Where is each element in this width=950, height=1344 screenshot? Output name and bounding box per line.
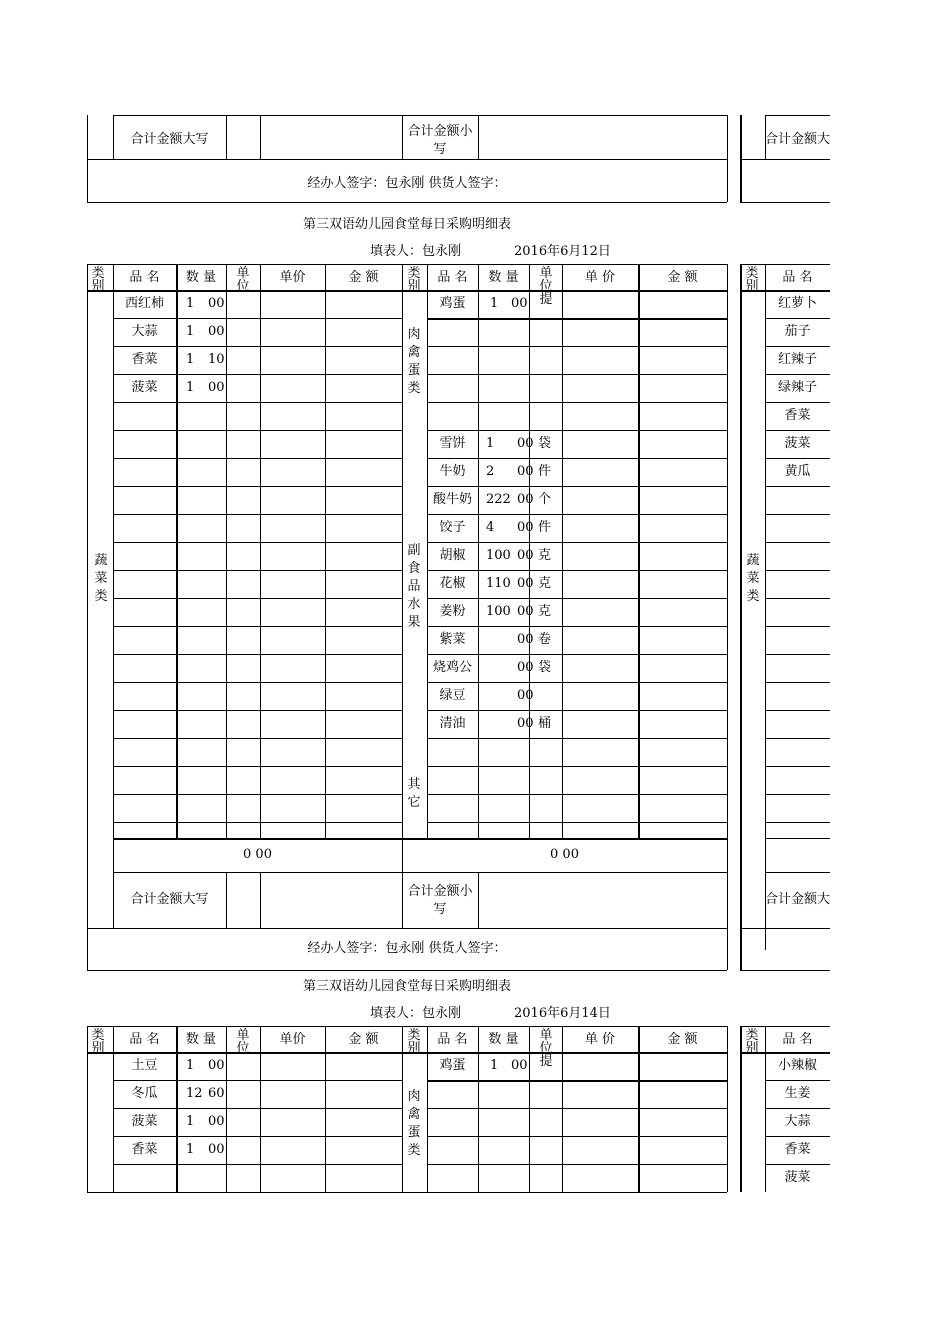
right-item-name: 黄瓜 [784, 464, 811, 479]
side-item-unit: 克 [538, 576, 552, 591]
veg-item-qty-dec: 00 [208, 380, 225, 395]
grid-line [765, 766, 830, 767]
grid-line [226, 872, 227, 928]
meat-category: 肉禽蛋类 [407, 1089, 421, 1158]
grid-line [765, 1080, 830, 1081]
col-name-2: 品 名 [437, 270, 468, 285]
grid-line [727, 928, 728, 970]
total-lower-label: 合计金额小写 [407, 884, 473, 917]
grid-line [740, 264, 742, 950]
col-price-2: 单 价 [584, 1032, 616, 1047]
grid-line [740, 264, 830, 265]
side-item-unit: 袋 [538, 660, 552, 675]
grid-line [740, 1026, 742, 1192]
side-item-unit: 件 [538, 464, 552, 479]
grid-line [765, 1108, 830, 1109]
grid-line [765, 542, 830, 543]
veg-item-qty: 1 [186, 296, 195, 311]
veg-item-name: 冬瓜 [131, 1086, 158, 1101]
side-item-qty: 4 [486, 520, 495, 535]
grid-line [765, 346, 830, 347]
grid-line [765, 710, 830, 711]
grid-line [113, 402, 402, 403]
grid-line [427, 598, 727, 599]
col-amount-2: 金 额 [667, 270, 698, 285]
veg-item-qty-dec: 00 [208, 1142, 225, 1157]
col-price: 单价 [279, 1032, 306, 1047]
grid-line [562, 264, 563, 838]
grid-line [427, 654, 727, 655]
grid-line [427, 794, 727, 795]
col-category: 类别 [91, 1028, 105, 1056]
grid-line [87, 1192, 727, 1193]
meat-item-qty: 1 [490, 296, 499, 311]
grid-line [87, 1026, 88, 1192]
col-amount: 金 额 [348, 270, 379, 285]
col-name: 品 名 [129, 1032, 160, 1047]
grid-line [113, 570, 402, 571]
grid-line [176, 264, 178, 838]
meat-category: 肉禽蛋类 [407, 327, 421, 396]
grid-line [427, 318, 727, 320]
col-amount: 金 额 [348, 1032, 379, 1047]
col-name-2: 品 名 [437, 1032, 468, 1047]
side-item-unit: 克 [538, 548, 552, 563]
veg-item-qty-dec: 60 [208, 1086, 225, 1101]
grid-line [740, 1026, 830, 1027]
grid-line [427, 1026, 428, 1192]
grid-line [427, 402, 727, 403]
right-item-name: 红萝卜 [777, 296, 817, 311]
total-upper-label: 合计金额大写 [130, 892, 209, 907]
grid-line [325, 1026, 326, 1192]
side-item-qty: 110 [486, 576, 511, 591]
side-item-name: 饺子 [439, 520, 466, 535]
veg-item-name: 大蒜 [131, 324, 158, 339]
side-item-name: 酸牛奶 [432, 492, 472, 507]
col-qty: 数 量 [185, 270, 217, 285]
grid-line [427, 430, 727, 431]
veg-item-name: 菠菜 [131, 1114, 158, 1129]
grid-line [478, 115, 479, 159]
grid-line [402, 264, 403, 838]
side-item-name: 紫菜 [439, 632, 466, 647]
side-item-qty-dec: 00 [517, 464, 534, 479]
sheet-date: 2016年6月12日 [514, 244, 611, 259]
meat-item-qty-dec: 00 [511, 1058, 528, 1073]
veg-item-name: 土豆 [131, 1058, 158, 1073]
grid-line [638, 264, 640, 838]
col-price: 单价 [279, 270, 306, 285]
grid-line [87, 1026, 727, 1027]
signature-line: 经办人签字：包永刚 供货人签字： [307, 941, 507, 956]
side-item-unit: 件 [538, 520, 552, 535]
right-item-name: 香菜 [784, 408, 811, 423]
grid-line [765, 318, 830, 319]
col-category: 类别 [91, 266, 105, 294]
grid-line [765, 514, 830, 515]
grid-line [765, 794, 830, 795]
grid-line [113, 794, 402, 795]
side-item-unit: 袋 [538, 436, 552, 451]
grid-line [727, 115, 728, 202]
side-item-unit: 卷 [538, 632, 552, 647]
grid-line [226, 264, 227, 838]
grid-line [765, 822, 830, 823]
side-item-name: 雪饼 [439, 436, 466, 451]
grid-line [427, 738, 727, 739]
other-category: 其它 [407, 777, 421, 810]
right-item-name: 香菜 [784, 1142, 811, 1157]
grid-line [113, 1080, 402, 1081]
grid-line [765, 738, 830, 739]
grid-line [427, 1164, 727, 1165]
total-upper-label-right: 合计金额大 [765, 892, 831, 907]
col-category-3: 类别 [745, 266, 759, 294]
side-item-qty-dec: 00 [517, 660, 534, 675]
grid-line [427, 514, 727, 515]
veg-item-qty-dec: 00 [208, 324, 225, 339]
side-item-qty: 222 [486, 492, 511, 507]
total-lower-label: 合计金额小写 [407, 124, 473, 157]
grid-line [113, 1164, 402, 1165]
side-item-name: 绿豆 [439, 688, 466, 703]
side-item-unit: 克 [538, 604, 552, 619]
veg-item-qty: 1 [186, 1114, 195, 1129]
col-amount-2: 金 额 [667, 1032, 698, 1047]
side-item-qty: 100 [486, 604, 511, 619]
col-name-3: 品 名 [782, 270, 813, 285]
grid-line [113, 374, 402, 375]
col-unit: 单位 [236, 266, 250, 294]
grid-line [427, 626, 727, 627]
sheet-title: 第三双语幼儿园食堂每日采购明细表 [302, 979, 511, 994]
grid-line [427, 1108, 727, 1109]
side-item-name: 姜粉 [439, 604, 466, 619]
grid-line [113, 1108, 402, 1109]
grid-line [638, 1026, 640, 1192]
veg-item-qty-dec: 00 [208, 1114, 225, 1129]
total-upper-label-right: 合计金额大 [765, 132, 831, 147]
grid-line [765, 115, 830, 116]
grid-line [113, 542, 402, 543]
grid-line [113, 598, 402, 599]
right-item-name: 茄子 [784, 324, 811, 339]
grid-line [113, 738, 402, 739]
grid-line [427, 542, 727, 543]
grid-line [427, 1136, 727, 1137]
grid-line [427, 766, 727, 767]
side-item-name: 胡椒 [439, 548, 466, 563]
grid-line [113, 682, 402, 683]
grid-line [427, 710, 727, 711]
side-item-unit: 个 [538, 492, 552, 507]
veg-item-qty: 1 [186, 380, 195, 395]
right-item-name: 生姜 [784, 1086, 811, 1101]
grid-line [113, 318, 402, 319]
grid-line [740, 928, 742, 970]
veg-item-qty-dec: 10 [208, 352, 225, 367]
col-unit: 单位 [236, 1028, 250, 1056]
grid-line [113, 486, 402, 487]
grid-line [427, 346, 727, 347]
col-name: 品 名 [129, 270, 160, 285]
side-item-unit: 桶 [538, 716, 552, 731]
grid-line [427, 682, 727, 683]
grid-line [478, 872, 479, 928]
grid-line [427, 374, 727, 375]
grid-line [740, 202, 830, 203]
grid-line [427, 822, 727, 823]
col-unit-2: 单位提 [539, 1028, 553, 1069]
side-item-qty-dec: 00 [517, 548, 534, 563]
grid-line [87, 928, 727, 929]
col-qty-2: 数 量 [488, 1032, 519, 1047]
grid-line [765, 872, 830, 873]
sheet-title: 第三双语幼儿园食堂每日采购明细表 [302, 217, 511, 232]
grid-line [765, 402, 830, 403]
grid-line [113, 872, 727, 873]
side-item-qty-dec: 00 [517, 436, 534, 451]
grid-line [226, 115, 227, 159]
veg-item-qty: 1 [186, 1142, 195, 1157]
col-unit-2: 单位提 [539, 266, 553, 307]
grid-line [765, 374, 830, 375]
sheet-date: 2016年6月14日 [514, 1006, 611, 1021]
grid-line [113, 115, 727, 116]
grid-line [402, 1026, 403, 1192]
side-category: 副食品水果 [407, 543, 421, 630]
side-item-name: 烧鸡公 [432, 660, 472, 675]
right-item-name: 红辣子 [777, 352, 817, 367]
grid-line [765, 1136, 830, 1137]
filler-name: 填表人：包永刚 [370, 1006, 462, 1021]
meat-item-name: 鸡蛋 [439, 1058, 466, 1073]
grid-line [765, 430, 830, 431]
grid-line [765, 598, 830, 599]
grid-line [325, 264, 326, 838]
grid-line [427, 486, 727, 487]
side-item-qty-dec: 00 [517, 520, 534, 535]
side-item-qty: 2 [486, 464, 495, 479]
side-item-name: 牛奶 [439, 464, 466, 479]
grid-line [727, 264, 728, 950]
veg-item-qty: 1 [186, 352, 195, 367]
col-qty: 数 量 [185, 1032, 217, 1047]
side-item-qty: 1 [486, 436, 495, 451]
grid-line [478, 264, 479, 838]
veg-item-qty: 1 [186, 1058, 195, 1073]
veg-item-name: 香菜 [131, 1142, 158, 1157]
veg-item-qty-dec: 00 [208, 296, 225, 311]
grid-line [740, 159, 830, 160]
grid-line [765, 654, 830, 655]
meat-item-name: 鸡蛋 [439, 296, 466, 311]
grid-line [176, 1026, 178, 1192]
grid-line [226, 1026, 227, 1192]
col-category-3: 类别 [745, 1028, 759, 1056]
grid-line [765, 570, 830, 571]
right-item-name: 菠菜 [784, 436, 811, 451]
grid-line [113, 654, 402, 655]
side-item-qty-dec: 00 [517, 492, 534, 507]
grid-line [87, 970, 727, 971]
grid-line [765, 458, 830, 459]
veg-item-name: 香菜 [131, 352, 158, 367]
veg-item-name: 西红柿 [124, 296, 164, 311]
veg-category-right: 蔬菜类 [746, 553, 760, 604]
col-category-2: 类别 [407, 266, 421, 294]
grid-line [260, 1026, 261, 1192]
grid-line [427, 570, 727, 571]
grid-line [87, 202, 727, 203]
grid-line [427, 1080, 727, 1082]
total-upper-label: 合计金额大写 [130, 132, 209, 147]
right-item-name: 小辣椒 [777, 1058, 817, 1073]
col-category-2: 类别 [407, 1028, 421, 1056]
veg-category: 蔬菜类 [94, 553, 108, 604]
grid-line [87, 159, 727, 160]
grid-line [765, 1026, 766, 1192]
grid-line [113, 822, 402, 823]
grid-line [260, 264, 261, 838]
grid-line [562, 1026, 563, 1192]
side-item-qty-dec: 00 [517, 576, 534, 591]
grid-line [427, 458, 727, 459]
grid-line [113, 766, 402, 767]
right-item-name: 菠菜 [784, 1170, 811, 1185]
grid-line [765, 838, 830, 839]
subtotal-left: 0 00 [243, 847, 272, 862]
grid-line [87, 264, 727, 265]
veg-item-qty-dec: 00 [208, 1058, 225, 1073]
grid-line [113, 458, 402, 459]
grid-line [740, 928, 830, 929]
grid-line [113, 430, 402, 431]
grid-line [113, 346, 402, 347]
grid-line [740, 970, 830, 971]
col-qty-2: 数 量 [488, 270, 519, 285]
filler-name: 填表人：包永刚 [370, 244, 462, 259]
col-name-3: 品 名 [782, 1032, 813, 1047]
right-item-name: 大蒜 [784, 1114, 811, 1129]
side-item-name: 清油 [439, 716, 466, 731]
grid-line [113, 710, 402, 711]
meat-item-qty-dec: 00 [511, 296, 528, 311]
grid-line [765, 626, 830, 627]
subtotal-right: 0 00 [550, 847, 579, 862]
grid-line [727, 1026, 728, 1192]
grid-line [529, 1026, 530, 1192]
grid-line [478, 1026, 479, 1192]
col-price-2: 单 价 [584, 270, 616, 285]
side-item-qty-dec: 00 [517, 716, 534, 731]
veg-item-qty: 1 [186, 324, 195, 339]
grid-line [113, 1136, 402, 1137]
side-item-qty-dec: 00 [517, 688, 534, 703]
grid-line [113, 1026, 114, 1192]
meat-item-qty: 1 [490, 1058, 499, 1073]
side-item-qty: 100 [486, 548, 511, 563]
grid-line [765, 486, 830, 487]
grid-line [87, 264, 88, 950]
grid-line [113, 514, 402, 515]
signature-line: 经办人签字：包永刚 供货人签字： [307, 176, 507, 191]
side-item-name: 花椒 [439, 576, 466, 591]
side-item-qty-dec: 00 [517, 604, 534, 619]
grid-line [260, 872, 261, 928]
grid-line [113, 626, 402, 627]
grid-line [113, 264, 114, 838]
right-item-name: 绿辣子 [777, 380, 817, 395]
veg-item-name: 菠菜 [131, 380, 158, 395]
veg-item-qty: 12 [186, 1086, 203, 1101]
grid-line [765, 1164, 830, 1165]
grid-line [113, 838, 727, 840]
side-item-qty-dec: 00 [517, 632, 534, 647]
grid-line [260, 115, 261, 159]
grid-line [765, 682, 830, 683]
